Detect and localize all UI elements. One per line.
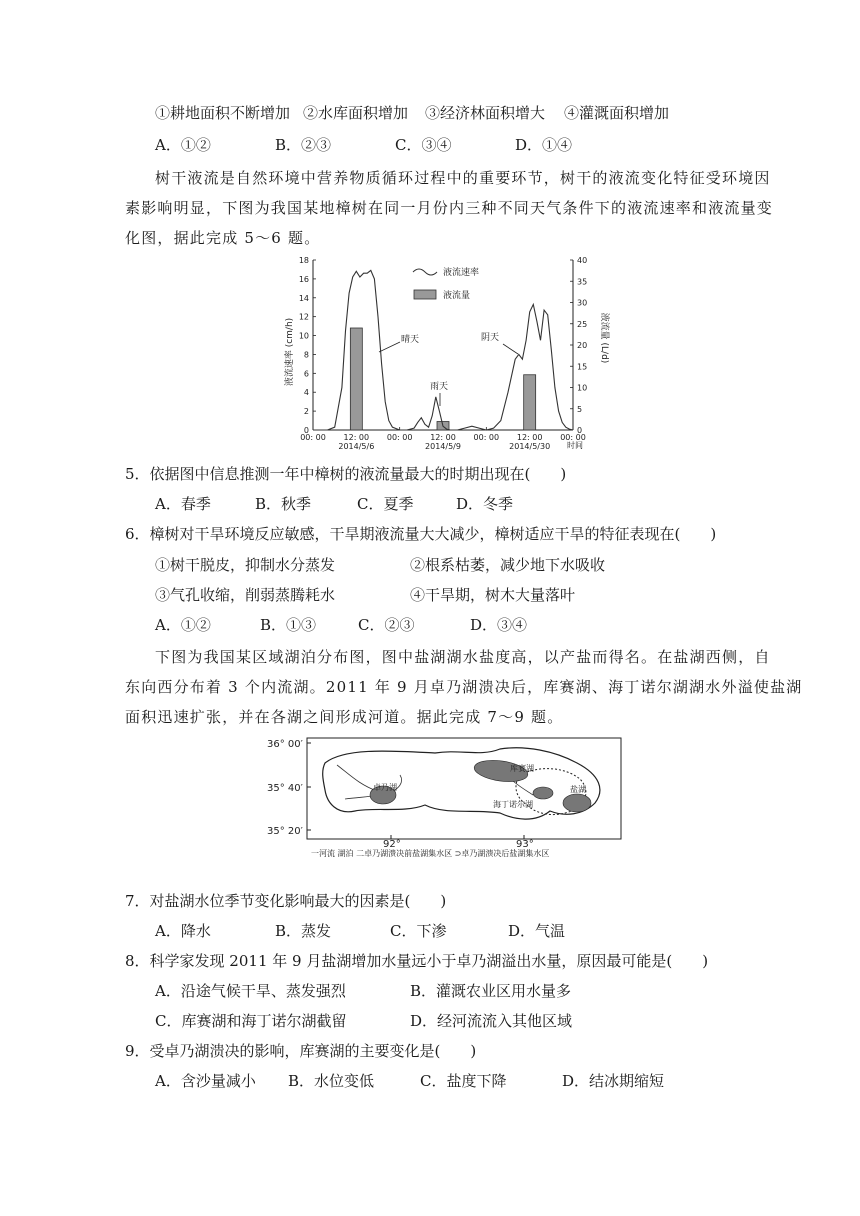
passage2-line2: 东向西分布着 3 个内流湖。2011 年 9 月卓乃湖溃决后，库赛湖、海丁诺尔湖湖水外溢使盐湖	[125, 678, 803, 696]
x-axis-title: 时间	[567, 441, 583, 450]
y2-tick-label: 10	[577, 383, 588, 393]
y2-tick-label: 40	[577, 256, 588, 265]
y2-tick-label: 0	[577, 426, 583, 435]
statement-4: ④灌溉面积增加	[564, 104, 670, 122]
x-tick-label: 12: 00	[430, 433, 456, 442]
y-tick-label: 16	[298, 274, 309, 284]
y2-tick-label: 25	[577, 319, 588, 329]
q6-choice-d: D．③④	[470, 616, 528, 634]
lake-map	[265, 735, 627, 858]
y-tick-label: 18	[298, 256, 309, 265]
q9-stem: 9．受卓乃湖溃决的影响，库赛湖的主要变化是( )	[125, 1042, 477, 1060]
passage2-line3: 面积迅速扩张，并在各湖之间形成河道。据此完成 7～9 题。	[125, 708, 564, 726]
annotation-cloudy: 阴天	[481, 333, 500, 343]
annotation-sunny: 晴天	[401, 335, 420, 345]
q6-choice-c: C．②③	[358, 616, 415, 634]
y-axis-title: 液流速率 (cm/h)	[285, 317, 295, 387]
q6-item-2: ②根系枯萎，减少地下水吸收	[410, 556, 606, 574]
q7-choice-b: B．蒸发	[275, 922, 332, 940]
map-legend: 一河流 湖泊 二卓乃湖溃决前盐湖集水区 ⊃卓乃湖溃决后盐湖集水区	[311, 849, 550, 858]
flow-bar	[524, 375, 536, 430]
legend-bar-icon	[414, 290, 436, 299]
legend-flow-label: 液流量	[443, 291, 471, 301]
q6-item-4: ④干旱期，树木大量落叶	[410, 586, 576, 604]
y2-tick-label: 30	[577, 298, 588, 308]
label-haidingnuoer: 海丁诺尔湖	[493, 800, 533, 809]
y-tick-label: 2	[303, 407, 309, 417]
q8-choice-a: A．沿途气候干旱、蒸发强烈	[155, 982, 346, 1000]
y2-axis-title: 液流量 (L/d)	[599, 312, 609, 364]
q5-choice-c: C．夏季	[357, 495, 414, 513]
y-tick-label: 6	[303, 369, 309, 379]
q7-choice-a: A．降水	[155, 922, 211, 940]
statement-3: ③经济林面积增大	[425, 104, 546, 122]
y2-tick-label: 20	[577, 341, 588, 350]
annotation-sunny-arrow	[379, 342, 400, 352]
q8-choice-b: B．灌溉农业区用水量多	[410, 982, 572, 1000]
q5-choice-a: A．春季	[155, 495, 211, 513]
y-tick-label: 4	[303, 388, 309, 398]
q8-choice-d: D．经河流流入其他区域	[410, 1012, 573, 1030]
q9-choice-a: A．含沙量减小	[155, 1072, 256, 1090]
date-label: 2014/5/9	[425, 442, 461, 451]
x-tick-label: 00: 00	[473, 433, 500, 442]
q6-item-1: ①树干脱皮，抑制水分蒸发	[155, 556, 336, 574]
lon-label-92: 92°	[383, 839, 401, 850]
lon-label-93: 93°	[516, 839, 534, 850]
passage1-line3: 化图，据此完成 5～6 题。	[125, 229, 321, 247]
legend-rate-label: 液流速率	[443, 268, 480, 278]
q8-stem: 8．科学家发现 2011 年 9 月盐湖增加水量远小于卓乃湖溢出水量，原因最可能是( )	[125, 952, 709, 970]
q5-choice-d: D．冬季	[456, 495, 514, 513]
label-kusai: 库赛湖	[510, 764, 534, 773]
sap-flow-chart	[283, 252, 609, 452]
x-tick-label: 00: 00	[386, 433, 413, 442]
q6-stem: 6．樟树对干旱环境反应敏感，干旱期液流量大大减少，樟树适应干旱的特征表现在( )	[125, 525, 717, 543]
q5-choice-b: B．秋季	[255, 495, 312, 513]
y2-tick-label: 15	[577, 362, 588, 372]
annotation-cloudy-arrow	[503, 344, 518, 354]
q9-choice-d: D．结冰期缩短	[562, 1072, 665, 1090]
lat-label-35-20: 35° 20′	[267, 826, 303, 837]
q7-choice-c: C．下渗	[390, 922, 447, 940]
statement-1: ①耕地面积不断增加	[155, 104, 291, 122]
legend-line-icon	[413, 269, 437, 275]
label-zhuonai: 卓乃湖	[373, 783, 397, 792]
statement-2: ②水库面积增加	[303, 104, 409, 122]
x-tick-label: 12: 00	[516, 433, 543, 442]
flow-bar	[350, 328, 362, 430]
q8-choice-c: C．库赛湖和海丁诺尔湖截留	[155, 1012, 347, 1030]
annotation-rainy: 雨天	[430, 382, 449, 392]
q7-stem: 7．对盐湖水位季节变化影响最大的因素是( )	[125, 892, 447, 910]
q9-choice-c: C．盐度下降	[420, 1072, 507, 1090]
y-tick-label: 14	[298, 293, 309, 303]
lake-haidingnuoer	[533, 787, 553, 799]
q7-choice-d: D．气温	[508, 922, 566, 940]
y2-tick-label: 35	[577, 277, 588, 287]
lat-label-36-00: 36° 00′	[267, 739, 303, 750]
y2-tick-label: 5	[577, 404, 583, 414]
choice-d: D．①④	[515, 136, 573, 154]
date-label: 2014/5/6	[338, 442, 375, 451]
q6-choice-a: A．①②	[155, 616, 211, 634]
lake-yanhu	[563, 794, 591, 812]
label-yanhu: 盐湖	[570, 785, 586, 794]
passage1-line1: 树干液流是自然环境中营养物质循环过程中的重要环节，树干的液流变化特征受环境因	[155, 169, 771, 187]
y-tick-label: 12	[298, 312, 309, 322]
y-tick-label: 8	[303, 350, 309, 360]
x-tick-label: 12: 00	[343, 433, 370, 442]
q6-item-3: ③气孔收缩，削弱蒸腾耗水	[155, 586, 336, 604]
passage1-line2: 素影响明显，下图为我国某地樟树在同一月份内三种不同天气条件下的液流速率和液流量变	[125, 199, 774, 217]
flow-bars	[350, 328, 535, 430]
x-tick-label: 00: 00	[560, 433, 586, 442]
q6-choice-b: B．①③	[260, 616, 317, 634]
x-tick-label: 00: 00	[300, 433, 326, 442]
passage2-line1: 下图为我国某区域湖泊分布图，图中盐湖湖水盐度高，以产盐而得名。在盐湖西侧，自	[155, 648, 771, 666]
q5-stem: 5．依据图中信息推测一年中樟树的液流量最大的时期出现在( )	[125, 465, 567, 483]
choice-c: C．③④	[395, 136, 452, 154]
q9-choice-b: B．水位变低	[288, 1072, 375, 1090]
date-label: 2014/5/30	[509, 442, 551, 451]
y-tick-label: 10	[298, 331, 309, 341]
y-tick-label: 0	[303, 426, 309, 435]
choice-a: A．①②	[155, 136, 211, 154]
choice-b: B．②③	[275, 136, 332, 154]
lat-label-35-40: 35° 40′	[267, 783, 303, 794]
